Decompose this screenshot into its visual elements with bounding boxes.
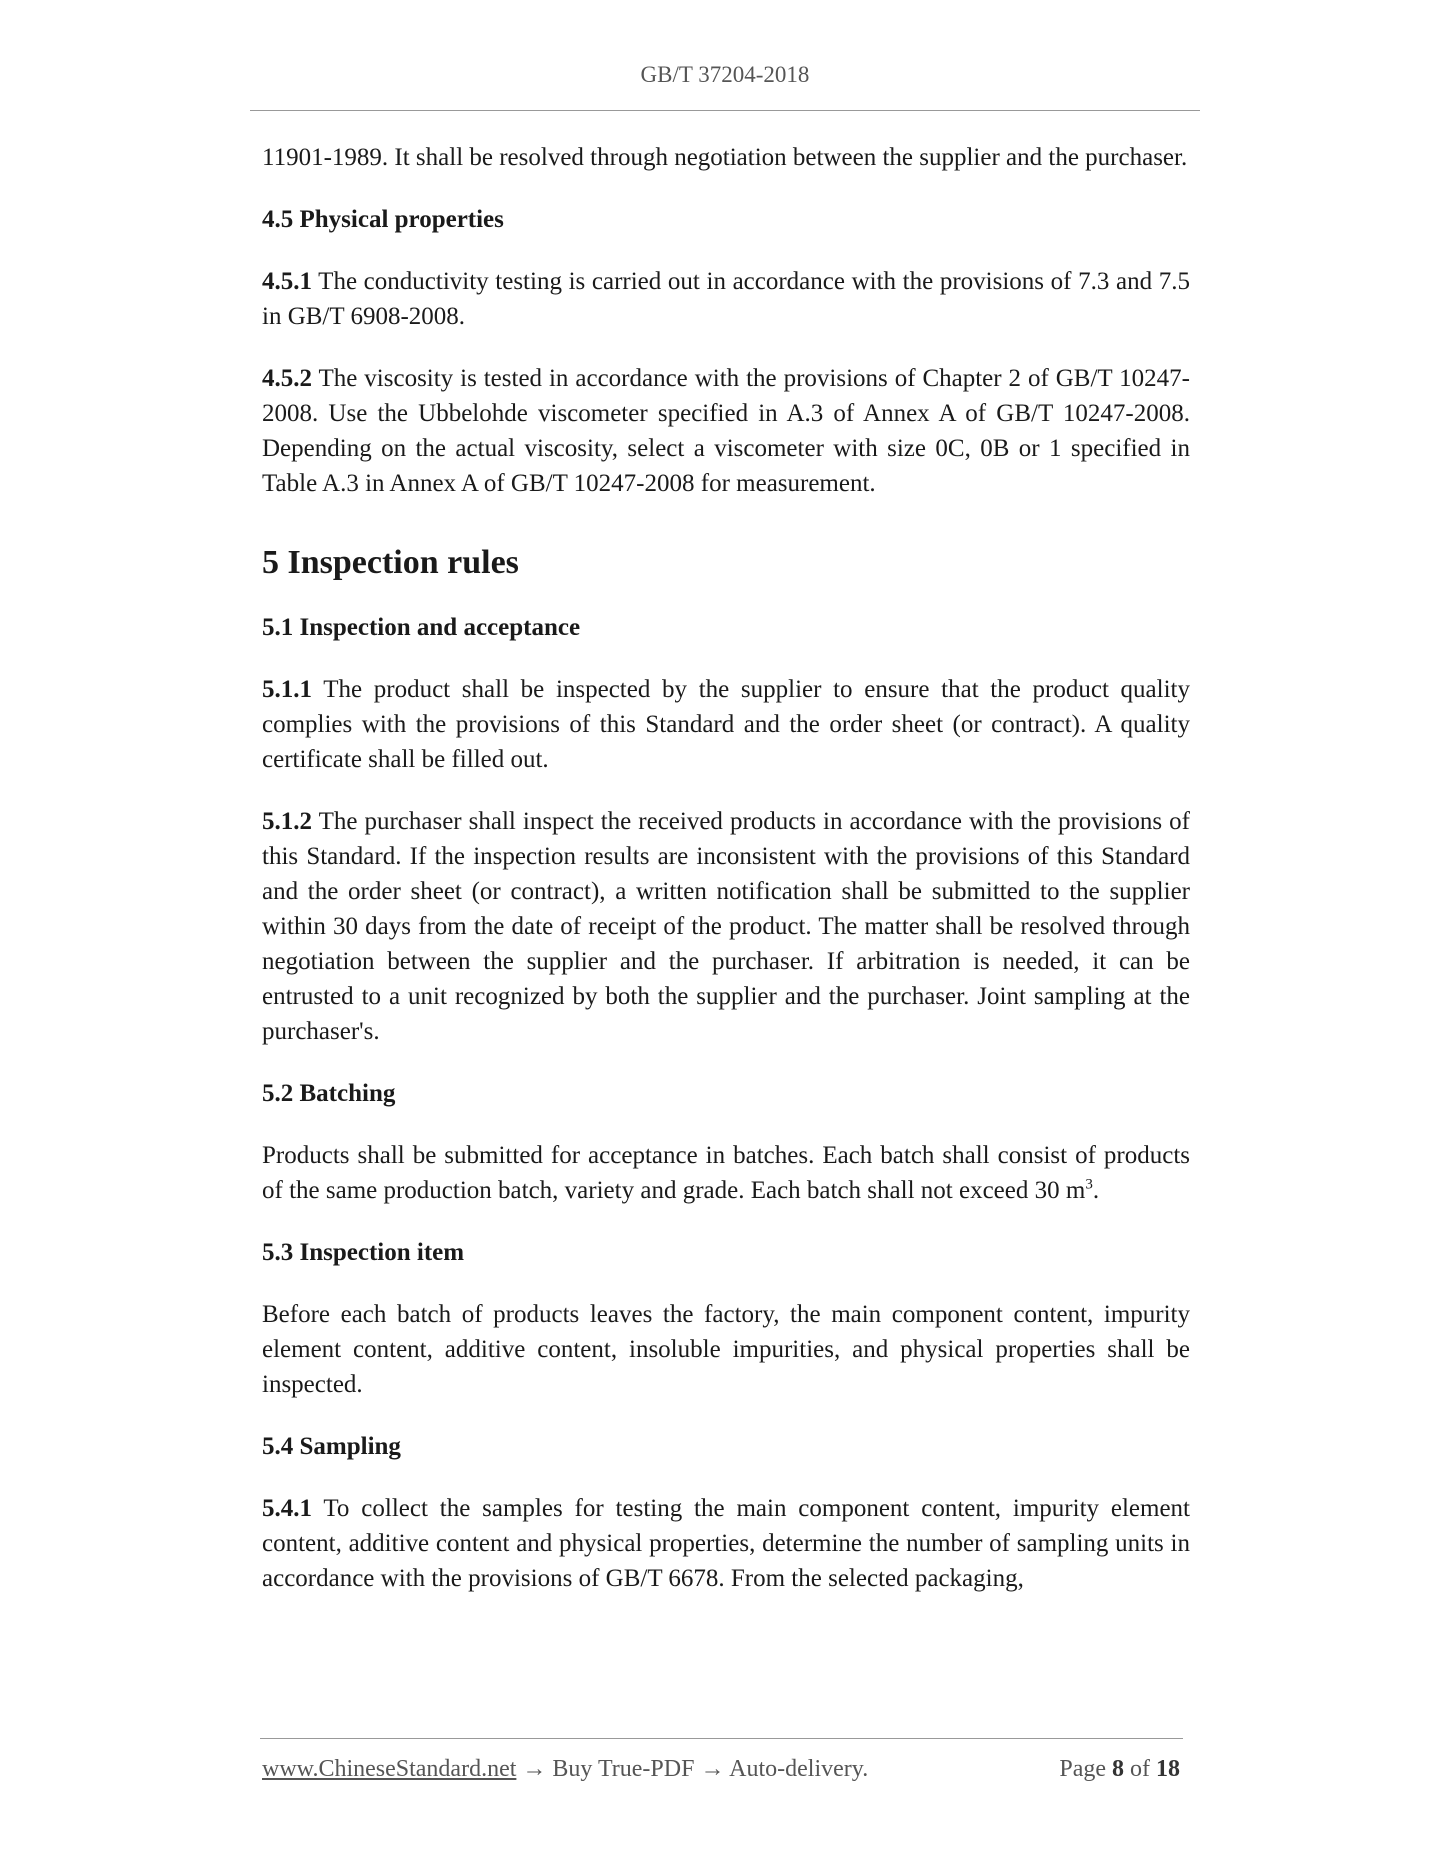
heading-5-1: 5.1 Inspection and acceptance [262, 614, 581, 641]
page-number: 8 [1112, 1756, 1124, 1782]
heading-4-5: 4.5 Physical properties [262, 206, 504, 233]
clause-text: To collect the samples for testing the main component content, impurity element content, additive content and physical properties, determine the number of sampling units in accordance with the provisions of GB/T 6678. From the selected packaging, [262, 1495, 1190, 1592]
clause-text: The viscosity is tested in accordance with the provisions of Chapter 2 of GB/T 10247-2008. Use the Ubbelohde viscometer specified in A.3 of Annex A of GB/T 10247-2008. Depending on the actual viscosity, select a viscometer with size 0C, 0B or 1 specified in Table A.3 in Annex A of GB/T 10247-2008 for measurement. [262, 365, 1190, 497]
clause-number: 4.5.1 [262, 268, 312, 295]
document-body [262, 140, 1190, 1596]
clause-number: 4.5.2 [262, 365, 312, 392]
page-indicator: Page 8 of 18 [1059, 1756, 1180, 1782]
clause-number: 5.1.1 [262, 676, 312, 703]
footer-divider [260, 1738, 1183, 1739]
clause-text: The product shall be inspected by the supplier to ensure that the product quality complies with the provisions of this Standard and the order sheet (or contract). A quality certificate shall be filled out. [262, 676, 1190, 773]
auto-delivery-text: Auto-delivery. [729, 1756, 869, 1782]
website-link[interactable]: www.ChineseStandard.net [262, 1756, 517, 1782]
paragraph-4-5-2 [262, 361, 1190, 501]
page-footer [262, 1756, 1180, 1783]
clause-text: The purchaser shall inspect the received products in accordance with the provisions of this Standard. If the inspection results are inconsistent with the provisions of this Standard and the order sheet (or contract), a written notification shall be submitted to the supplier within 30 days from the date of receipt of the product. The matter shall be resolved through negotiation between the supplier and the purchaser. If arbitration is needed, it can be entrusted to a unit recognized by both the supplier and the purchaser. Joint sampling at the purchaser's. [262, 808, 1190, 1045]
header-divider [250, 110, 1200, 111]
heading-5: 5 Inspection rules [262, 544, 519, 581]
clause-text: The conductivity testing is carried out in accordance with the provisions of 7.3 and 7.5 in GB/T 6908-2008. [262, 268, 1190, 330]
arrow-icon: → [516, 1756, 553, 1782]
heading-5-2: 5.2 Batching [262, 1080, 396, 1107]
page-total: 18 [1156, 1756, 1180, 1782]
paragraph-continuation: 11901-1989. It shall be resolved through negotiation between the supplier and the purchaser. [262, 144, 1188, 171]
paragraph-5-4-1 [262, 1491, 1190, 1596]
page-header [250, 62, 1200, 88]
superscript: 3 [1085, 1176, 1093, 1193]
paragraph-5-1-1 [262, 672, 1190, 777]
heading-5-4: 5.4 Sampling [262, 1433, 401, 1460]
paragraph-5-2 [262, 1138, 1190, 1208]
clause-number: 5.4.1 [262, 1495, 312, 1522]
paragraph-4-5-1 [262, 264, 1190, 334]
arrow-icon: → [694, 1756, 730, 1782]
buy-true-pdf-text: Buy True-PDF [552, 1756, 695, 1782]
heading-5-3: 5.3 Inspection item [262, 1239, 465, 1266]
paragraph-5-1-2 [262, 804, 1190, 1049]
clause-tail: . [1092, 1177, 1100, 1204]
document-id: GB/T 37204-2018 [640, 62, 810, 87]
clause-number: 5.1.2 [262, 808, 312, 835]
clause-text: Products shall be submitted for acceptance in batches. Each batch shall consist of products of the same production batch, variety and grade. Each batch shall not exceed 30 m [262, 1142, 1190, 1204]
paragraph-5-3: Before each batch of products leaves the factory, the main component content, impurity element content, additive content, insoluble impurities, and physical properties shall be inspected. [262, 1301, 1190, 1398]
